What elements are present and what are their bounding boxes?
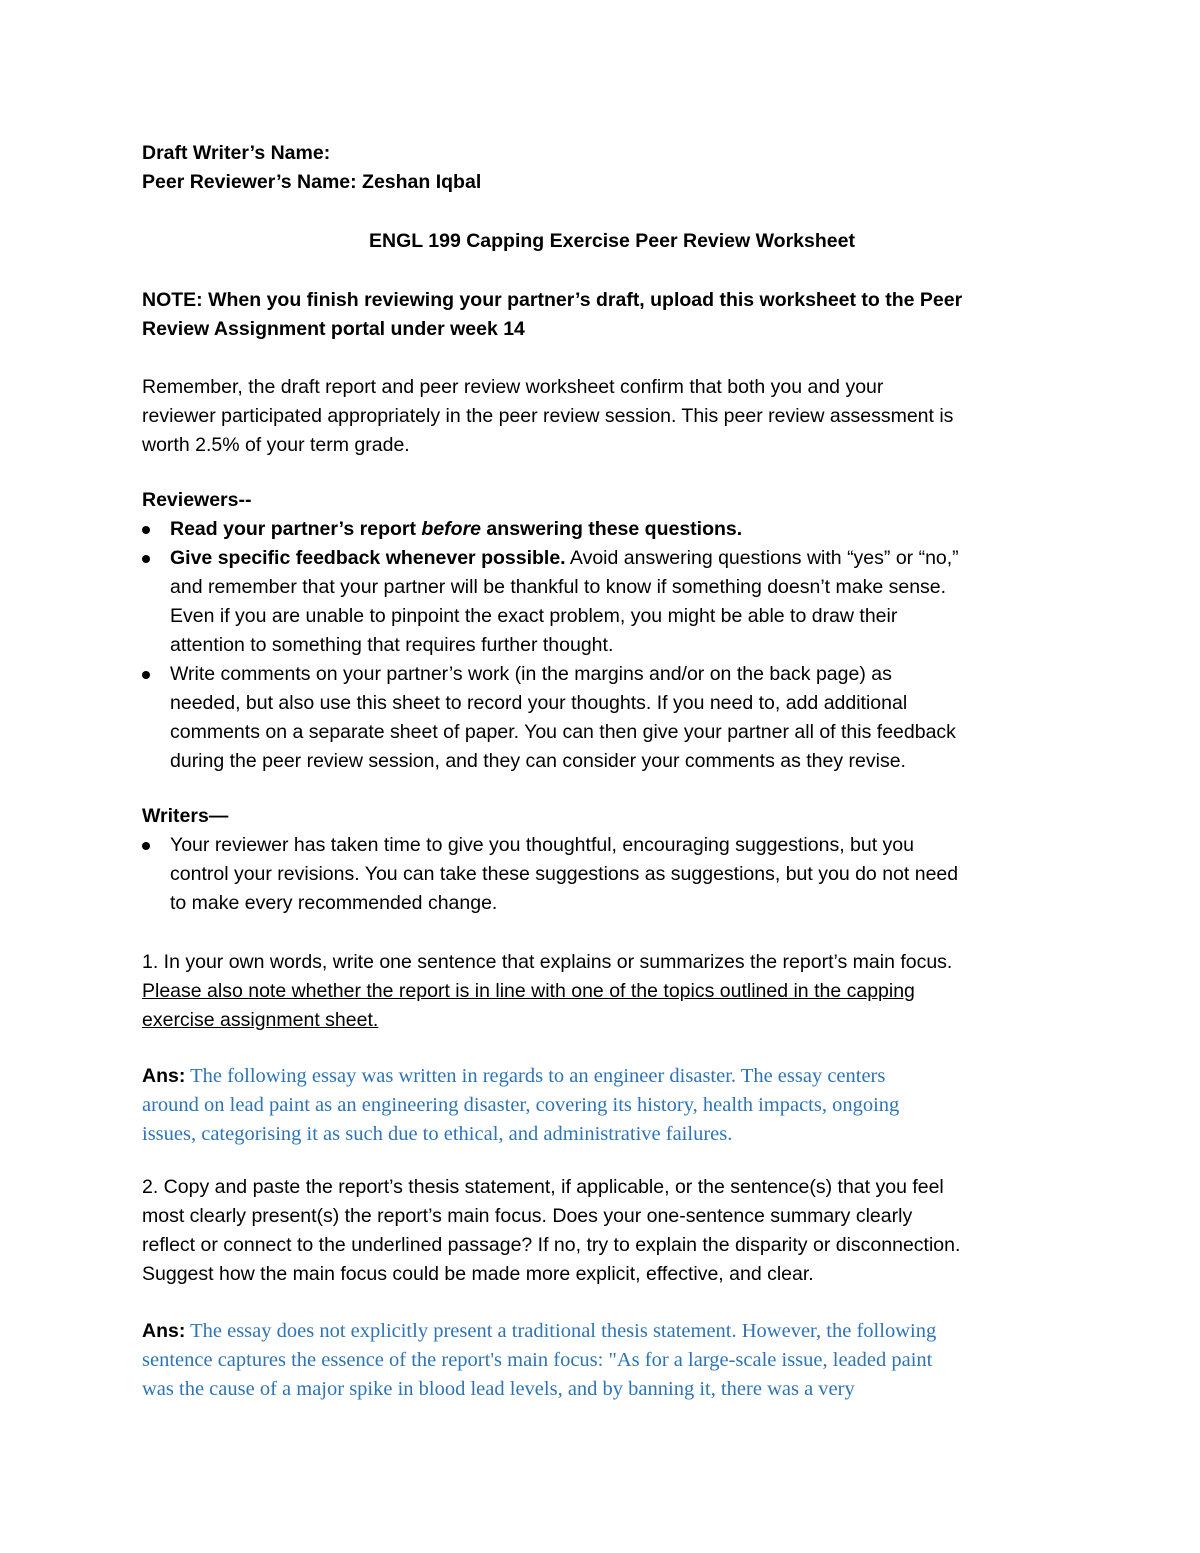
note [142, 286, 1082, 344]
list-item: Read your partner’s report before answering these questions. [142, 515, 1082, 544]
note-line-2: Review Assignment portal under week 14 [142, 318, 525, 340]
intro-line-2: reviewer participated appropriately in the peer review session. This peer review assessment is [142, 405, 954, 427]
q2-line-1: 2. Copy and paste the report’s thesis statement, if applicable, or the sentence(s) that you feel [142, 1176, 944, 1198]
reviewers-list [142, 515, 1082, 776]
peer-reviewer-label: Peer Reviewer’s Name: Zeshan Iqbal [142, 171, 482, 193]
reviewers-heading: Reviewers-- [142, 489, 252, 511]
q1-line-1: 1. In your own words, write one sentence that explains or summarizes the report’s main focus. [142, 951, 953, 973]
question-2 [142, 1173, 1082, 1289]
q2-line-3: reflect or connect to the underlined passage? If no, try to explain the disparity or disconnection. [142, 1234, 961, 1256]
writers-list [142, 831, 1082, 918]
list-item: Your reviewer has taken time to give you thoughtful, encouraging suggestions, but you control your revisions. You can take these suggestions as suggestions, but you do not need to make every recommended change. [142, 831, 1082, 918]
bullet-icon [142, 671, 150, 679]
writers-section [142, 802, 1082, 918]
bullet-icon [142, 526, 150, 534]
answer-2: Ans: The essay does not explicitly present a traditional thesis statement. However, the following sentence captures the essence of the report's main focus: "As for a large-scale issue, leaded paint was the cause of a major spike in blood lead levels, and by banning it, there was a very [142, 1320, 937, 1400]
list-item: Write comments on your partner’s work (in the margins and/or on the back page) as needed, but also use this sheet to record your thoughts. If you need to, add additional comments on a separate sheet of paper. You can then give your partner all of this feedback during the peer review session, and they can consider your comments as they revise. [142, 660, 1082, 776]
list-item: Give specific feedback whenever possible. Avoid answering questions with “yes” or “no,” and remember that your partner will be thankful to know if something doesn’t make sense. Even if you are unable to pinpoint the exact problem, you might be able to draw their attention to something that requires further thought. [142, 544, 1082, 660]
writers-heading: Writers— [142, 805, 229, 827]
bullet-icon [142, 842, 150, 850]
reviewers-section [142, 486, 1082, 776]
q1-line-2: Please also note whether the report is in line with one of the topics outlined in the capping [142, 980, 915, 1002]
q2-line-2: most clearly present(s) the report’s main focus. Does your one-sentence summary clearly [142, 1205, 913, 1227]
answer-label: Ans: [142, 1065, 186, 1087]
draft-writer-label: Draft Writer’s Name: [142, 142, 331, 164]
question-1 [142, 948, 1082, 1035]
q2-line-4: Suggest how the main focus could be made more explicit, effective, and clear. [142, 1263, 814, 1285]
answer-label: Ans: [142, 1320, 186, 1342]
intro-paragraph [142, 373, 1082, 460]
q1-line-3: exercise assignment sheet. [142, 1009, 379, 1031]
bullet-icon [142, 555, 150, 563]
note-line-1: NOTE: When you finish reviewing your partner’s draft, upload this worksheet to the Peer [142, 289, 963, 311]
header-names [142, 139, 1082, 197]
answer-1: Ans: The following essay was written in regards to an engineer disaster. The essay centers around on lead paint as an engineering disaster, covering its history, health impacts, ongoing issues, categorising it as such due to ethical, and administrative failures. [142, 1065, 900, 1145]
intro-line-1: Remember, the draft report and peer review worksheet confirm that both you and your [142, 376, 884, 398]
intro-line-3: worth 2.5% of your term grade. [142, 434, 410, 456]
page-title: ENGL 199 Capping Exercise Peer Review Worksheet [369, 230, 855, 252]
